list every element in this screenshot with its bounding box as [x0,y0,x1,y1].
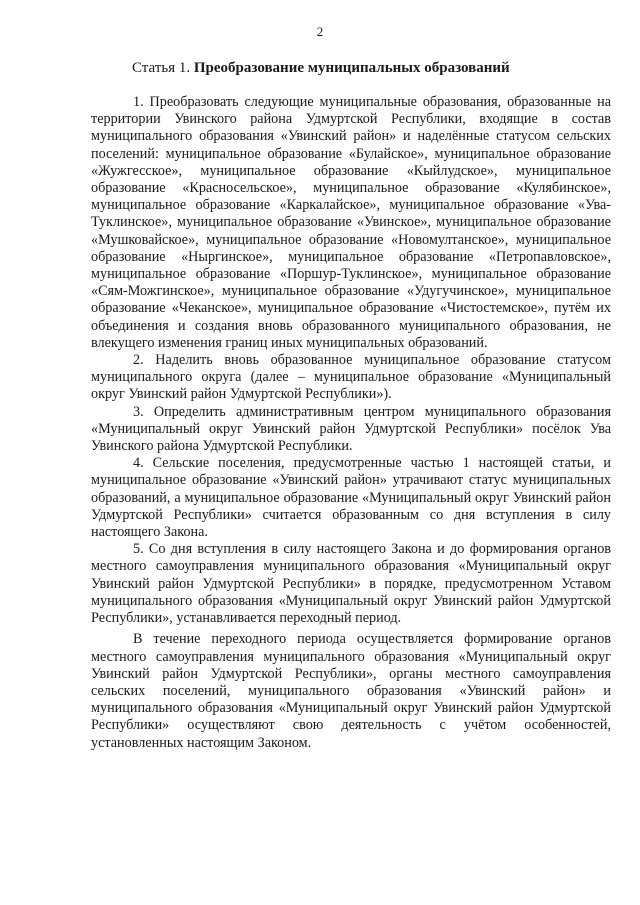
article-number: Статья 1. [132,60,191,76]
article-heading [132,60,510,77]
paragraph-1: 1. Преобразовать следующие муниципальные образования, образованные на территории Увинского района Удмуртской Республики, входящие в состав муниципального образования «Увинский район» и наделённые статусом сельских поселений: муниципальное образование «Булайское», муниципальное образование «Жужгесское», муниципальное образование «Кыйлудское», муниципальное образование «Красносельское», муниципальное образование «Кулябинское», муниципальное образование «Каркалайское», муниципальное образование «Ува-Туклинское», муниципальное образование «Увинское», муниципальное образование «Мушковайское», муниципальное образование «Новомултанское», муниципальное образование «Ныргинское», муниципальное образование «Петропавловское», муниципальное образование «Поршур-Туклинское», муниципальное образование «Сям-Можгинское», муниципальное образование «Удугучинское», муниципальное образование «Чеканское», муниципальное образование «Чистостемское», путём их объединения и создания вновь образованного муниципального образования, не влекущего изменения границ иных муниципальных образований. [91,94,611,351]
paragraph-2: 2. Наделить вновь образованное муниципальное образование статусом муниципального округа (далее – муниципальное образование «Муниципальный округ Увинский район Удмуртской Республики»). [91,352,611,403]
paragraph-6: В течение переходного периода осуществляется формирование органов местного самоуправления муниципального образования «Муниципальный округ Увинский район Удмуртской Республики», органы местного самоуправления сельских поселений, муниципального образования «Увинский район» и муниципального образования «Муниципальный округ Увинский район Удмуртской Республики» осуществляют свою деятельность с учётом особенностей, установленных настоящим Законом. [91,631,611,751]
article-body [91,94,611,752]
paragraph-5: 5. Со дня вступления в силу настоящего Закона и до формирования органов местного самоуправления муниципального образования «Муниципальный округ Увинский район Удмуртской Республики» в порядке, предусмотренном Уставом муниципального образования «Муниципальный округ Увинский район Удмуртской Республики», устанавливается переходный период. [91,541,611,627]
paragraph-3: 3. Определить административным центром муниципального образования «Муниципальный округ Увинский район Удмуртской Республики» посёлок Ува Увинского района Удмуртской Республики. [91,403,611,455]
paragraph-4: 4. Сельские поселения, предусмотренные частью 1 настоящей статьи, и муниципальное образование «Увинский район» утрачивают статус муниципальных образований, а муниципальное образование «Муниципальный округ Увинский район Удмуртской Республики» считается образованным со дня вступления в силу настоящего Закона. [91,455,611,541]
article-title: Преобразование муниципальных образований [193,60,510,76]
page-number: 2 [316,24,324,39]
